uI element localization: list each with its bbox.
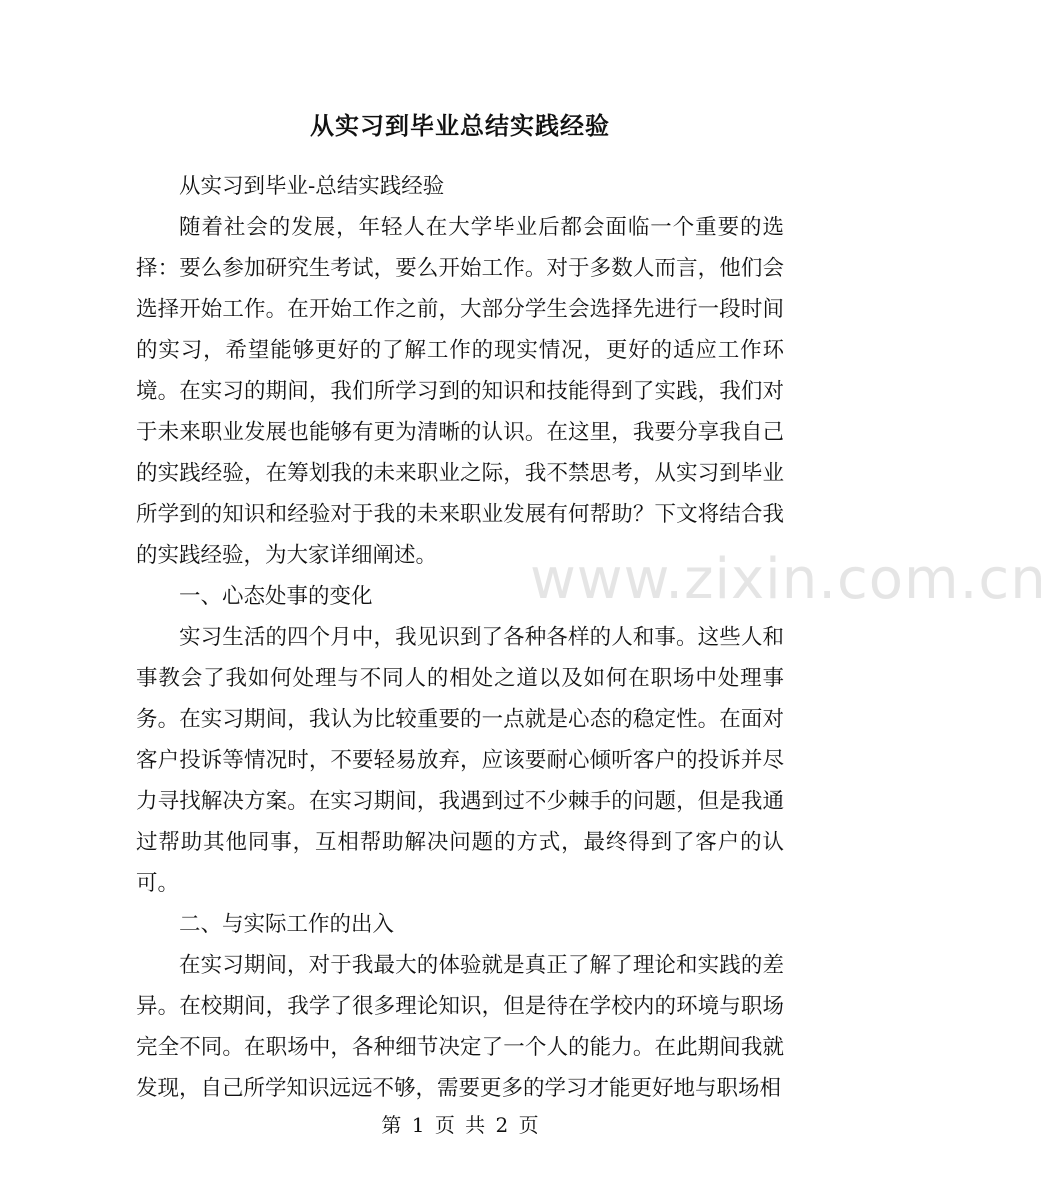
intro-paragraph: 随着社会的发展，年轻人在大学毕业后都会面临一个重要的选择：要么参加研究生考试，要么开始工作。对于多数人而言，他们会选择开始工作。在开始工作之前，大部分学生会选择先进行一段时间的实习，希望能够更好的了解工作的现实情况，更好的适应工作环境。在实习的期间，我们所学习到的知识和技能得到了实践，我们对于未来职业发展也能够有更为清晰的认识。在这里，我要分享我自己的实践经验，在筹划我的未来职业之际，我不禁思考，从实习到毕业所学到的知识和经验对于我的未来职业发展有何帮助？下文将结合我的实践经验，为大家详细阐述。 bbox=[136, 215, 784, 568]
section-heading-1: 一、心态处事的变化 bbox=[179, 584, 373, 609]
document-title: 从实习到毕业总结实践经验 bbox=[310, 111, 610, 140]
document-body bbox=[136, 166, 784, 1109]
section-2-paragraph: 在实习期间，对于我最大的体验就是真正了解了理论和实践的差异。在校期间，我学了很多理论知识，但是待在学校内的环境与职场完全不同。在职场中，各种细节决定了一个人的能力。在此期间我就发现，自己所学知识远远不够，需要更多的学习才能更好地与职场相 bbox=[136, 953, 784, 1101]
section-heading-2: 二、与实际工作的出入 bbox=[179, 912, 395, 937]
subtitle-paragraph: 从实习到毕业-总结实践经验 bbox=[179, 174, 445, 199]
page-footer: 第 1 页 共 2 页 bbox=[381, 1113, 539, 1137]
section-1-paragraph: 实习生活的四个月中，我见识到了各种各样的人和事。这些人和事教会了我如何处理与不同人的相处之道以及如何在职场中处理事务。在实习期间，我认为比较重要的一点就是心态的稳定性。在面对客户投诉等情况时，不要轻易放弃，应该要耐心倾听客户的投诉并尽力寻找解决方案。在实习期间，我遇到过不少棘手的问题，但是我通过帮助其他同事，互相帮助解决问题的方式，最终得到了客户的认可。 bbox=[136, 625, 784, 896]
watermark: www.zixin.com.cn bbox=[530, 547, 1047, 612]
